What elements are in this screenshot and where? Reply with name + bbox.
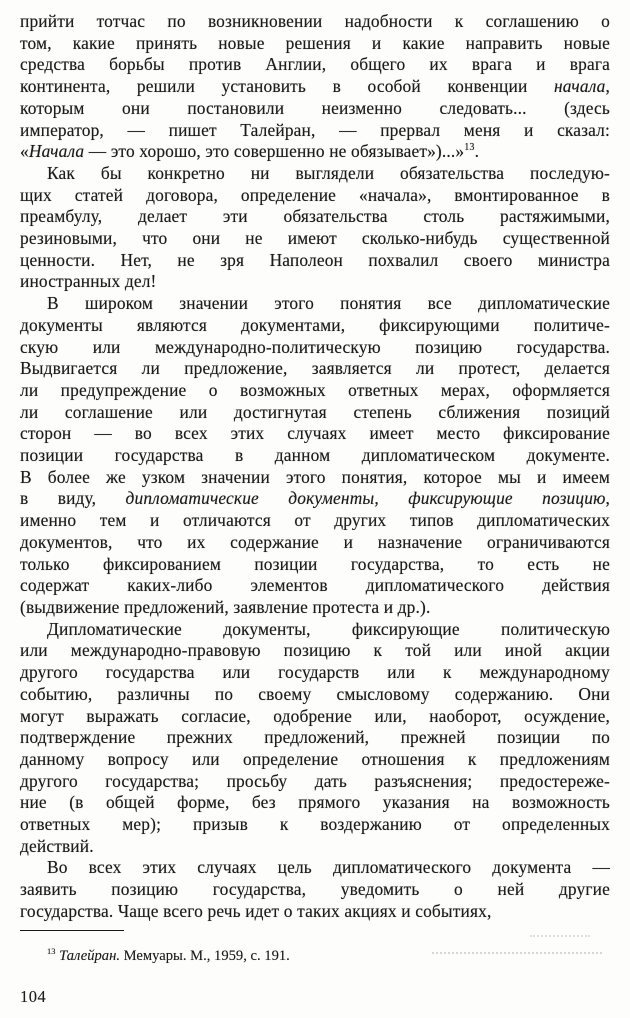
text-line: средства борьбы против Англии, общего их врага и врага bbox=[20, 54, 610, 75]
text-line: В широком значении этого понятия все дипломатические bbox=[47, 293, 610, 314]
text-line: только фиксированием позиции государства, то есть не bbox=[20, 553, 610, 574]
text-line: или международно-правовую позицию к той или иной акции bbox=[20, 640, 610, 661]
text-line: ценности. Нет, не зря Наполеон похвалил своего министра bbox=[20, 249, 610, 270]
text-line: Во всех этих случаях цель дипломатического документа — bbox=[47, 857, 610, 878]
text-line: ли соглашение или достигнутая степень сближения позиций bbox=[20, 401, 610, 422]
text-line: континента, решили установить в особой конвенции начала, bbox=[20, 76, 610, 97]
text-line: резиновыми, что они не имеют сколько-нибудь существенной bbox=[20, 228, 610, 249]
paragraph bbox=[20, 11, 610, 163]
page-number: 104 bbox=[20, 986, 47, 1006]
text-line: другого государства или государств или к международному bbox=[20, 662, 610, 683]
text-line: заявить позицию государства, уведомить о ней другие bbox=[20, 879, 610, 900]
text-line: которым они постановили неизменно следовать... (здесь bbox=[20, 97, 610, 118]
text-line: Выдвигается ли предложение, заявляется ли протест, делается bbox=[20, 358, 610, 379]
text-line: действий. bbox=[20, 835, 94, 856]
paragraph bbox=[20, 293, 610, 619]
text-line: В более же узком значении этого понятия, которое мы и имеем bbox=[20, 466, 610, 487]
text-line: ответных мер); призыв к воздержанию от определенных bbox=[20, 814, 610, 835]
footnote-separator bbox=[20, 930, 124, 931]
footnote-text: $^{13}$ Талейран. Мемуары. М., 1959, с. 191. bbox=[47, 945, 290, 964]
text-line: событию, различны по своему смысловому содержанию. Они bbox=[20, 683, 610, 704]
footnote bbox=[20, 947, 610, 965]
text-line: именно тем и отличаются от других типов дипломатических bbox=[20, 510, 610, 531]
text-line: иностранных дел! bbox=[20, 271, 157, 292]
text-line: в виду, дипломатические документы, фиксирующие позицию, bbox=[20, 488, 611, 509]
scan-speckle bbox=[432, 952, 602, 954]
text-line: данному вопросу или определение отношения к предложениям bbox=[20, 748, 610, 769]
text-line: документов, что их содержание и назначение ограничиваются bbox=[20, 531, 610, 552]
scan-speckle bbox=[530, 935, 590, 937]
text-line: (выдвижение предложений, заявление протеста и др.). bbox=[20, 596, 431, 617]
paragraph bbox=[20, 163, 610, 293]
text-column bbox=[20, 11, 610, 923]
text-line: позиции государства в данном дипломатическом документе. bbox=[20, 445, 610, 466]
text-line: прийти тотчас по возникновении надобности к соглашению о bbox=[20, 11, 610, 31]
text-line: скую или международно-политическую позицию государства. bbox=[20, 336, 610, 357]
text-line: другого государства; просьбу дать разъяснения; предостереже- bbox=[20, 770, 610, 791]
text-line: император, — пишет Талейран, — прервал меня и сказал: bbox=[20, 119, 610, 140]
text-line: том, какие принять новые решения и какие направить новые bbox=[20, 32, 610, 53]
paragraph bbox=[20, 619, 610, 858]
text-line: документы являются документами, фиксирующими политиче- bbox=[20, 314, 610, 335]
text-line: государства. Чаще всего речь идет о таких акциях и событиях, bbox=[20, 900, 492, 921]
text-line: Дипломатические документы, фиксирующие политическую bbox=[47, 618, 610, 639]
text-line: «Начала — это хорошо, это совершенно не обязывает»)...»$^{13}$. bbox=[20, 141, 480, 162]
paragraph bbox=[20, 857, 610, 922]
text-line: Как бы конкретно ни выглядели обязательства последую- bbox=[47, 162, 610, 183]
text-line: могут выражать согласие, одобрение или, наоборот, осуждение, bbox=[20, 705, 610, 726]
text-line: ли предупреждение о возможных ответных мерах, оформляется bbox=[20, 379, 610, 400]
text-line: содержат каких-либо элементов дипломатического действия bbox=[20, 575, 610, 596]
text-line: преамбулу, делает эти обязательства столь растяжимыми, bbox=[20, 206, 610, 227]
text-line: ние (в общей форме, без прямого указания на возможность bbox=[20, 792, 610, 813]
text-line: щих статей договора, определение «начала», вмонтированное в bbox=[20, 184, 610, 205]
text-line: подтверждение прежних предложений, прежней позиции по bbox=[20, 727, 610, 748]
text-line: сторон — во всех этих случаях имеет место фиксирование bbox=[20, 423, 610, 444]
